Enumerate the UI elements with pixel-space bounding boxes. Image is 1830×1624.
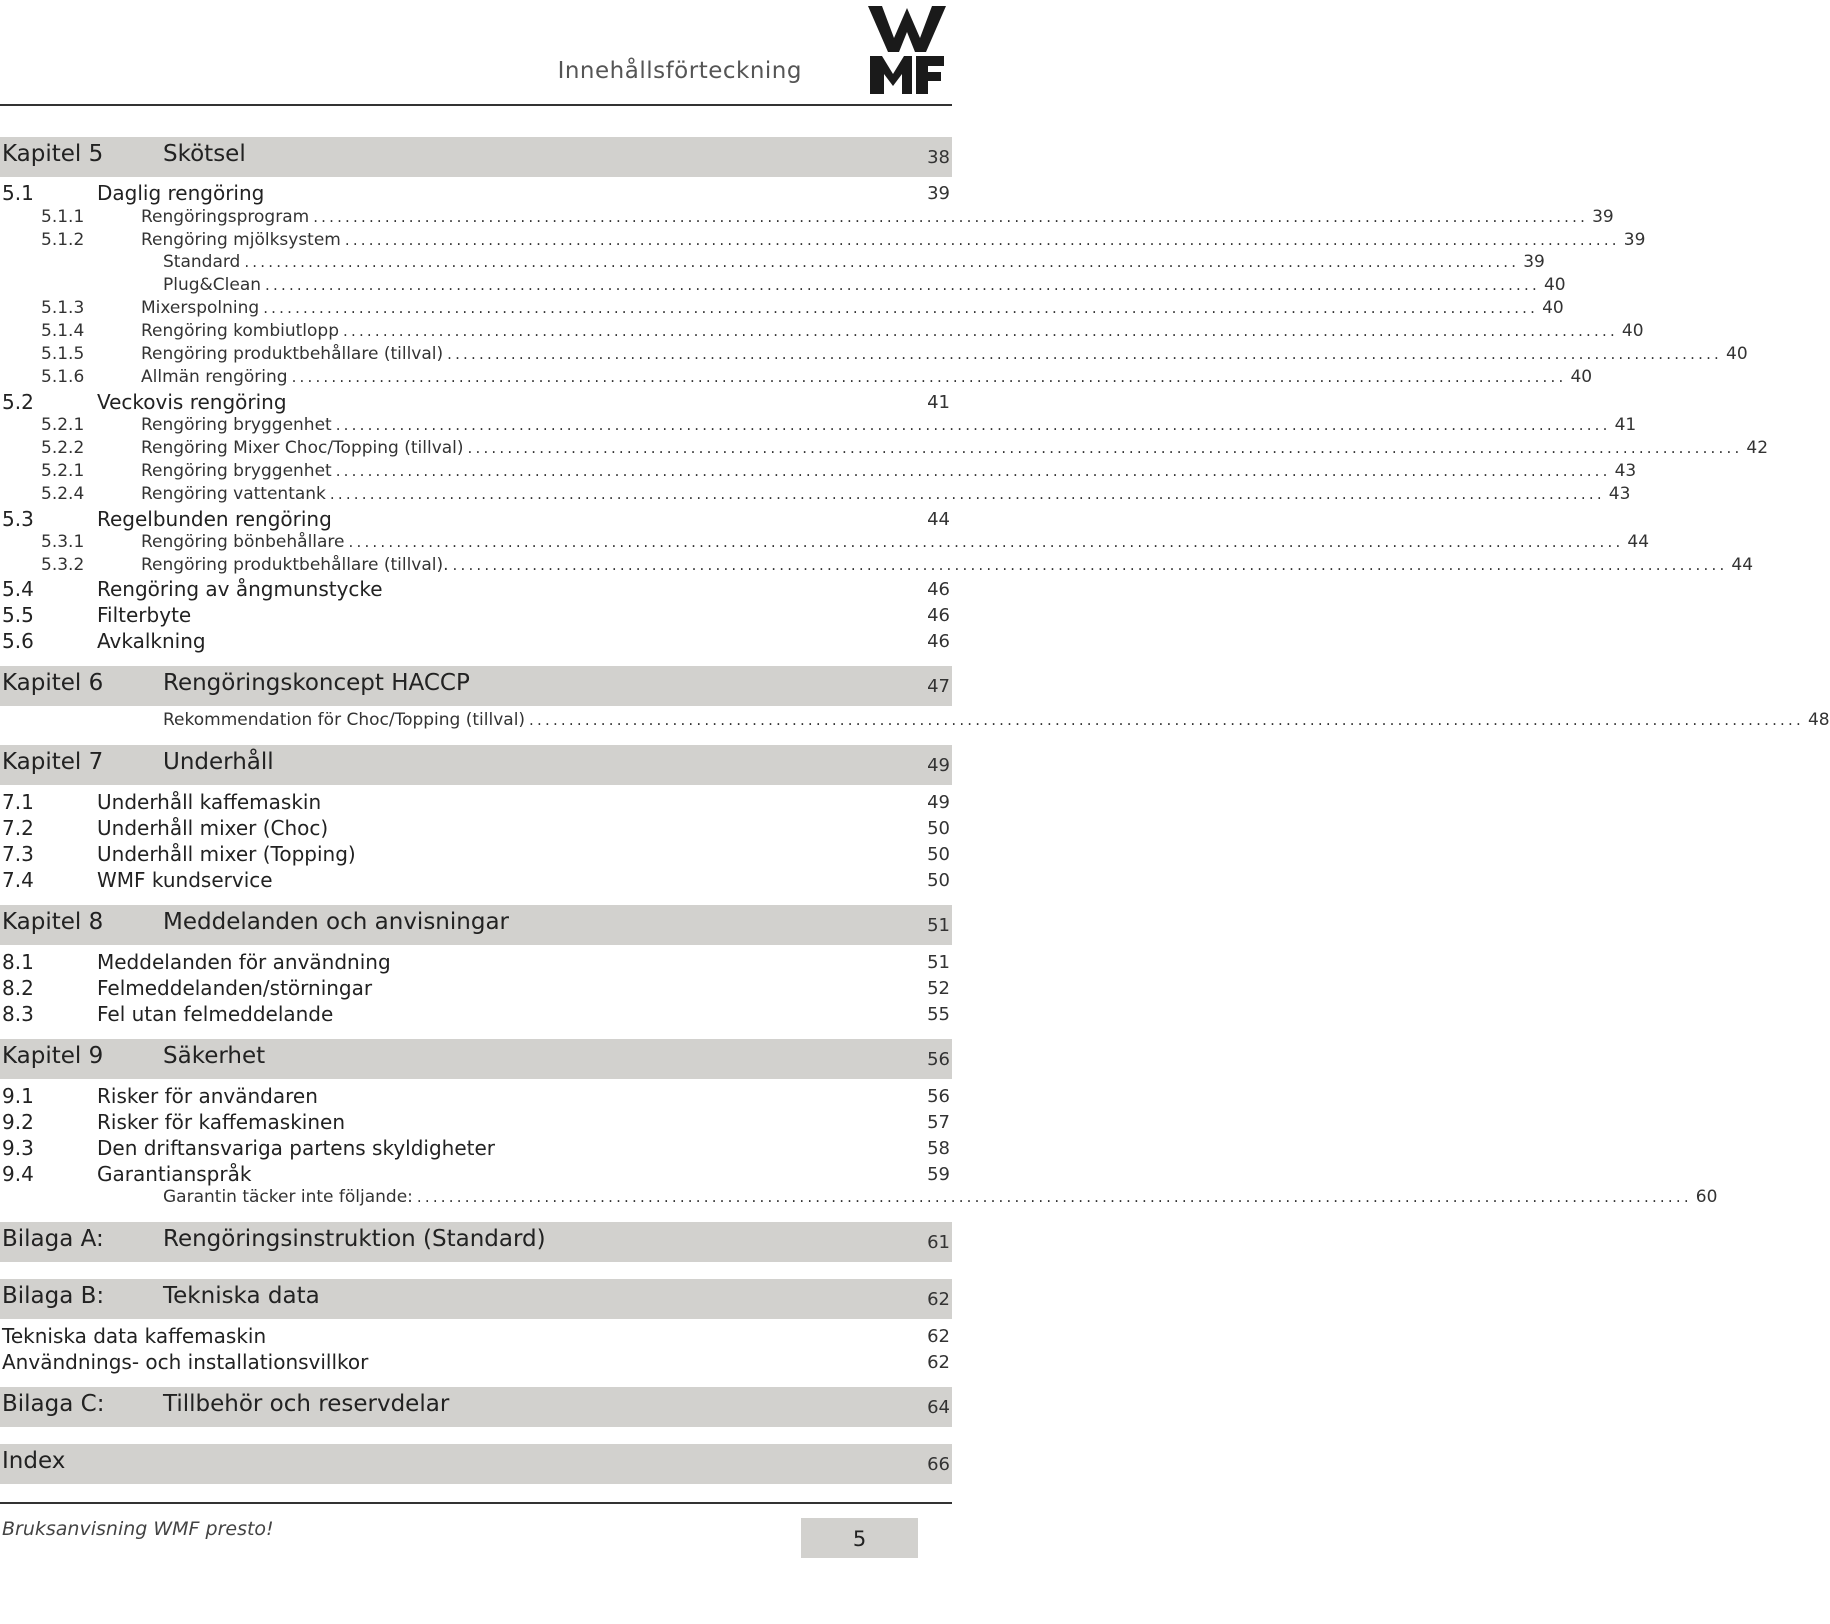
page-number-box (801, 1518, 918, 1558)
section-entry (0, 577, 952, 603)
subsection-title: Rengöring kombiutlopp (141, 321, 343, 341)
section-entry (0, 507, 952, 533)
section-page: 41 (927, 392, 950, 413)
chapter-page: 38 (927, 147, 950, 168)
subsection-page: 39 (1592, 207, 1614, 227)
dot-leader: ................................................................................................................................................................ (447, 345, 1723, 363)
subsection-entry (0, 532, 1650, 554)
dot-leader: ................................................................................................................................................................ (313, 208, 1589, 226)
chapter-label: Kapitel 6 (2, 670, 104, 696)
subsection-entry (0, 344, 1748, 366)
subsection-title: Mixerspolning (141, 298, 263, 318)
subsection-entry (0, 555, 1754, 577)
chapter-title: Tekniska data (163, 1283, 320, 1309)
chapter-page: 66 (927, 1454, 950, 1475)
section-entry (0, 950, 952, 976)
chapter-title: Rengöringskoncept HACCP (163, 670, 470, 696)
section-number: 5.5 (2, 603, 34, 627)
section-title: Fel utan felmeddelande (97, 1002, 334, 1026)
subsection-title: Rengöringsprogram (141, 207, 313, 227)
subsection-page: 40 (1621, 321, 1644, 341)
section-page: 50 (927, 844, 950, 865)
chapter-title: Skötsel (163, 141, 246, 167)
chapter-page: 62 (927, 1289, 950, 1310)
chapter-heading (0, 745, 952, 785)
dot-leader: ................................................................................................................................................................ (452, 556, 1728, 574)
chapter-heading (0, 1039, 952, 1079)
dot-leader: ................................................................................................................................................................ (467, 439, 1743, 457)
subsection-entry (0, 230, 1646, 252)
subsection-number: 5.2.1 (41, 461, 85, 481)
section-page: 39 (927, 183, 950, 204)
section-entry (0, 976, 952, 1002)
subsection-page: 44 (1627, 532, 1650, 552)
section-entry (0, 390, 952, 416)
section-number: 9.2 (2, 1110, 34, 1134)
subsection-entry (0, 275, 1566, 297)
section-number: 8.3 (2, 1002, 34, 1026)
section-entry (0, 181, 952, 207)
subsection-title: Rengöring mjölksystem (141, 230, 345, 250)
chapter-heading (0, 137, 952, 177)
appendix-entry-title: Tekniska data kaffemaskin (2, 1324, 267, 1348)
subsection-line (163, 252, 1545, 272)
section-page: 50 (927, 870, 950, 891)
dot-leader: ................................................................................................................................................................ (343, 322, 1618, 340)
section-number: 7.2 (2, 816, 34, 840)
subsection-line (141, 298, 1564, 318)
subsection-page: 40 (1726, 344, 1748, 364)
section-title: Felmeddelanden/störningar (97, 976, 373, 1000)
subsection-page: 42 (1746, 438, 1769, 458)
dot-leader: ................................................................................................................................................................ (244, 253, 1520, 271)
section-number: 8.2 (2, 976, 34, 1000)
dot-leader: ................................................................................................................................................................ (348, 533, 1624, 551)
chapter-page: 51 (927, 915, 950, 936)
chapter-page: 61 (927, 1232, 950, 1253)
section-entry (0, 1162, 952, 1188)
dot-leader: ................................................................................................................................................................ (265, 276, 1540, 294)
subsection-number: 5.1.6 (41, 367, 85, 387)
section-number: 5.3 (2, 507, 34, 531)
dot-leader: ................................................................................................................................................................ (416, 1188, 1692, 1206)
section-title: WMF kundservice (97, 868, 273, 892)
subsection-page: 43 (1608, 484, 1631, 504)
subsection-title: Rengöring bryggenhet (141, 415, 336, 435)
section-page: 46 (927, 605, 950, 626)
section-entry (0, 868, 952, 894)
dot-leader: ................................................................................................................................................................ (335, 416, 1611, 434)
section-page: 56 (927, 1086, 950, 1107)
appendix-entry-page: 62 (927, 1326, 950, 1347)
chapter-label: Kapitel 8 (2, 909, 104, 935)
subsection-page: 40 (1570, 367, 1593, 387)
section-entry (0, 1002, 952, 1028)
chapter-heading (0, 666, 952, 706)
section-page: 55 (927, 1004, 950, 1025)
subsection-title: Standard (163, 252, 244, 272)
subsection-line (141, 367, 1593, 387)
section-page: 51 (927, 952, 950, 973)
appendix-entry (0, 1350, 952, 1376)
subsection-line (163, 710, 1830, 730)
subsection-title: Rengöring vattentank (141, 484, 330, 504)
subsection-number: 5.1.4 (41, 321, 85, 341)
subsection-title: Rengöring produktbehållare (tillval) (141, 344, 447, 364)
subsection-line (141, 344, 1748, 364)
section-entry (0, 1136, 952, 1162)
section-page: 50 (927, 818, 950, 839)
section-number: 9.4 (2, 1162, 34, 1186)
footer-rule (0, 1502, 952, 1504)
appendix-entry-title: Användnings- och installationsvillkor (2, 1350, 369, 1374)
subsection-page: 39 (1523, 252, 1545, 272)
subsection-number: 5.2.1 (41, 415, 85, 435)
subsection-entry (0, 1187, 1718, 1209)
header-title: Innehållsförteckning (557, 58, 802, 84)
subsection-line (141, 532, 1650, 552)
section-number: 5.6 (2, 629, 34, 653)
section-page: 59 (927, 1164, 950, 1185)
section-title: Underhåll mixer (Topping) (97, 842, 356, 866)
section-number: 7.1 (2, 790, 34, 814)
subsection-line (141, 461, 1637, 481)
subsection-entry (0, 438, 1769, 460)
subsection-line (163, 275, 1566, 295)
section-number: 5.2 (2, 390, 34, 414)
subsection-title: Rekommendation för Choc/Topping (tillval) (163, 710, 529, 730)
subsection-line (141, 555, 1754, 575)
dot-leader: ................................................................................................................................................................ (344, 231, 1620, 249)
dot-leader: ................................................................................................................................................................ (335, 462, 1611, 480)
dot-leader: ................................................................................................................................................................ (329, 485, 1605, 503)
subsection-line (141, 438, 1769, 458)
section-entry (0, 1110, 952, 1136)
chapter-page: 56 (927, 1049, 950, 1070)
subsection-page: 40 (1543, 275, 1566, 295)
section-number: 7.4 (2, 868, 34, 892)
section-title: Filterbyte (97, 603, 192, 627)
subsection-line (141, 207, 1614, 227)
section-number: 9.1 (2, 1084, 34, 1108)
section-title: Avkalkning (97, 629, 206, 653)
subsection-page: 39 (1623, 230, 1646, 250)
subsection-line (141, 415, 1637, 435)
section-number: 8.1 (2, 950, 34, 974)
subsection-page: 44 (1731, 555, 1754, 575)
subsection-line (163, 1187, 1718, 1207)
chapter-heading (0, 1387, 952, 1427)
subsection-entry (0, 321, 1644, 343)
subsection-title: Rengöring bryggenhet (141, 461, 336, 481)
chapter-title: Meddelanden och anvisningar (163, 909, 509, 935)
section-title: Veckovis rengöring (97, 390, 287, 414)
chapter-page: 64 (927, 1397, 950, 1418)
subsection-title: Plug&Clean (163, 275, 265, 295)
subsection-title: Rengöring produktbehållare (tillval). (141, 555, 453, 575)
subsection-title: Garantin täcker inte följande: (163, 1187, 417, 1207)
subsection-entry (0, 484, 1631, 506)
subsection-page: 48 (1807, 710, 1830, 730)
page-header (0, 0, 960, 110)
section-page: 46 (927, 579, 950, 600)
chapter-label: Kapitel 9 (2, 1043, 104, 1069)
chapter-heading (0, 1279, 952, 1319)
page-number: 5 (852, 1527, 867, 1551)
section-page: 58 (927, 1138, 950, 1159)
section-title: Daglig rengöring (97, 181, 265, 205)
section-page: 57 (927, 1112, 950, 1133)
subsection-number: 5.1.3 (41, 298, 85, 318)
subsection-entry (0, 207, 1614, 229)
subsection-number: 5.3.1 (41, 532, 85, 552)
section-title: Underhåll kaffemaskin (97, 790, 322, 814)
subsection-entry (0, 252, 1545, 274)
section-title: Risker för kaffemaskinen (97, 1110, 346, 1134)
chapter-title: Säkerhet (163, 1043, 266, 1069)
subsection-entry (0, 461, 1637, 483)
section-entry (0, 1084, 952, 1110)
section-entry (0, 790, 952, 816)
chapter-title: Rengöringsinstruktion (Standard) (163, 1226, 546, 1252)
footer-text: Bruksanvisning WMF presto! (2, 1518, 274, 1540)
subsection-entry (0, 367, 1593, 389)
subsection-title: Allmän rengöring (141, 367, 292, 387)
section-title: Risker för användaren (97, 1084, 318, 1108)
section-number: 7.3 (2, 842, 34, 866)
chapter-label: Bilaga A: (2, 1226, 104, 1252)
section-entry (0, 603, 952, 629)
chapter-title: Underhåll (163, 749, 274, 775)
section-title: Garantianspråk (97, 1162, 252, 1186)
chapter-label: Kapitel 5 (2, 141, 104, 167)
chapter-heading (0, 1444, 952, 1484)
subsection-entry (0, 415, 1637, 437)
subsection-entry (0, 298, 1564, 320)
subsection-line (141, 230, 1646, 250)
section-entry (0, 629, 952, 655)
subsection-number: 5.1.5 (41, 344, 85, 364)
subsection-number: 5.1.1 (41, 207, 85, 227)
section-number: 5.1 (2, 181, 34, 205)
dot-leader: ................................................................................................................................................................ (263, 299, 1539, 317)
subsection-number: 5.2.4 (41, 484, 85, 504)
subsection-number: 5.2.2 (41, 438, 85, 458)
subsection-title: Rengöring Mixer Choc/Topping (tillval) (141, 438, 468, 458)
subsection-page: 40 (1542, 298, 1564, 318)
chapter-page: 47 (927, 676, 950, 697)
section-title: Den driftansvariga partens skyldigheter (97, 1136, 496, 1160)
section-page: 52 (927, 978, 950, 999)
section-title: Regelbunden rengöring (97, 507, 332, 531)
header-rule (0, 104, 952, 106)
subsection-line (141, 484, 1631, 504)
wmf-logo (868, 4, 946, 96)
section-number: 9.3 (2, 1136, 34, 1160)
subsection-line (141, 321, 1644, 341)
section-title: Underhåll mixer (Choc) (97, 816, 329, 840)
section-entry (0, 816, 952, 842)
chapter-label: Bilaga C: (2, 1391, 105, 1417)
chapter-heading (0, 905, 952, 945)
section-page: 46 (927, 631, 950, 652)
section-page: 49 (927, 792, 950, 813)
chapter-page: 49 (927, 755, 950, 776)
appendix-entry (0, 1324, 952, 1350)
subsection-number: 5.3.2 (41, 555, 85, 575)
section-title: Meddelanden för användning (97, 950, 391, 974)
chapter-title: Tillbehör och reservdelar (163, 1391, 450, 1417)
subsection-page: 60 (1695, 1187, 1718, 1207)
subsection-entry (0, 710, 1830, 732)
chapter-label: Index (2, 1448, 66, 1474)
subsection-page: 41 (1614, 415, 1637, 435)
subsection-title: Rengöring bönbehållare (141, 532, 349, 552)
chapter-label: Bilaga B: (2, 1283, 105, 1309)
chapter-heading (0, 1222, 952, 1262)
chapter-label: Kapitel 7 (2, 749, 104, 775)
dot-leader: ................................................................................................................................................................ (529, 711, 1804, 729)
subsection-page: 43 (1614, 461, 1637, 481)
section-page: 44 (927, 509, 950, 530)
section-title: Rengöring av ångmunstycke (97, 577, 383, 601)
appendix-entry-page: 62 (927, 1352, 950, 1373)
dot-leader: ................................................................................................................................................................ (291, 368, 1567, 386)
section-entry (0, 842, 952, 868)
subsection-number: 5.1.2 (41, 230, 85, 250)
section-number: 5.4 (2, 577, 34, 601)
